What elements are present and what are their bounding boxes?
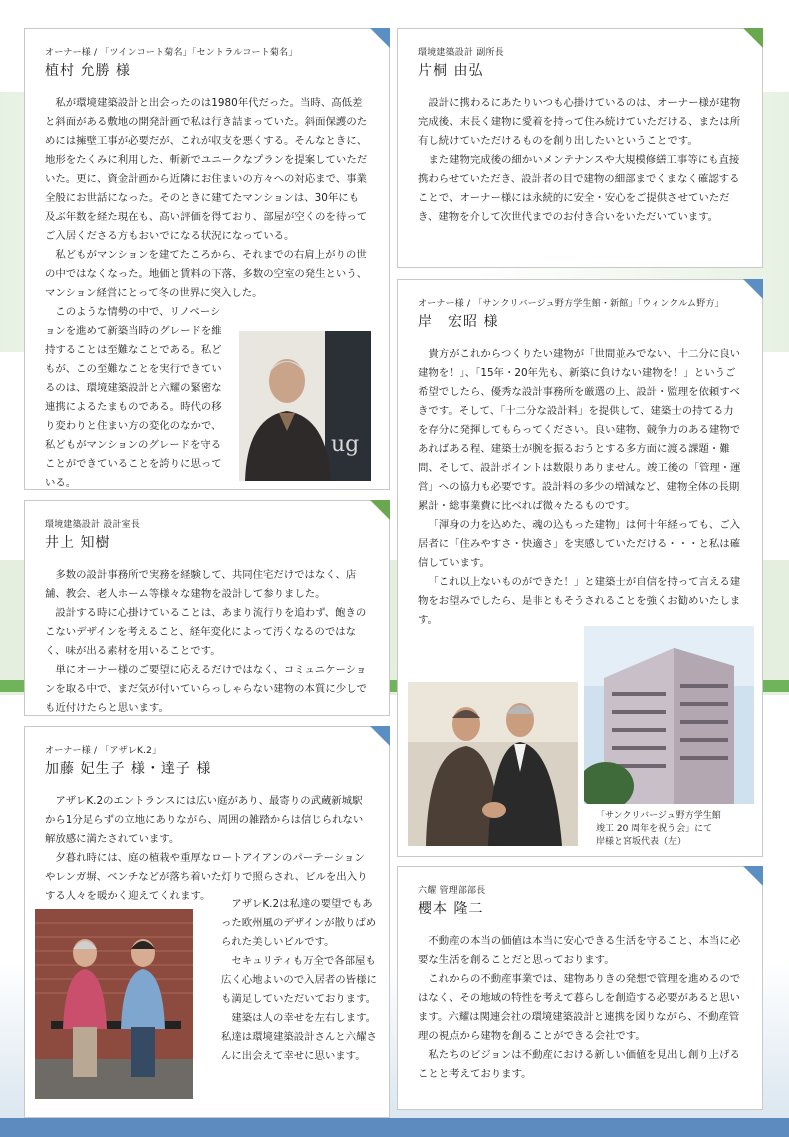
paragraph: また建物完成後の細かいメンテナンスや大規模修繕工事等にも直接携わらせていただき、設計者の目で建物の細部までくまなく確認することで、オーナー様には永続的に安全・安心をご提供させていただき、建物を介して次世代までのお付き合いをいただいています。	[418, 154, 740, 223]
svg-text:ug: ug	[331, 432, 360, 457]
paragraph: 設計する時に心掛けていることは、あまり流行りを追わず、飽きのこないデザインを考えること、経年変化によって汚くなるのではなく、味が出る素材を用いることです。	[45, 607, 367, 657]
portrait-photo-uemura	[239, 331, 371, 481]
testimonial-card-uemura	[24, 28, 390, 490]
paragraph: 「これ以上ないものができた！」と建築士が自信を持って言える建物をお望みでしたら、是非ともそうされることを強くお勧めいたします。	[418, 576, 741, 626]
card-role: 環境建築設計 副所長	[418, 48, 504, 58]
paragraph: セキュリティも万全で各部屋も広く心地よいので入居者の皆様にも満足していただいております。	[221, 955, 377, 1005]
card-name: 櫻本 隆二	[418, 901, 484, 917]
card-body	[45, 792, 369, 906]
testimonial-card-inoue	[24, 500, 390, 716]
corner-triangle	[370, 726, 390, 746]
paragraph: 建築は人の幸せを左右します。私達は環境建築設計さんと六耀さんに出会えて幸せに思います。	[221, 1012, 377, 1062]
card-role: 六耀 管理部部長	[418, 886, 486, 896]
corner-triangle	[370, 28, 390, 48]
card-role: 環境建築設計 設計室長	[45, 520, 141, 530]
card-role: オーナー様 / 「ツインコート菊名」「セントラルコート菊名」	[45, 48, 298, 58]
testimonial-card-kato	[24, 726, 390, 1118]
testimonial-card-kishi	[397, 279, 763, 857]
card-body	[45, 566, 369, 718]
photo-owners-bench	[35, 909, 193, 1099]
paragraph: アザレK.2のエントランスには広い庭があり、最寄りの武蔵新城駅から1分足らずの立地にありながら、周囲の雑踏からは信じられない解放感に満たされています。	[45, 795, 364, 845]
photo-celebration-handshake	[408, 682, 578, 846]
paragraph: 私たちのビジョンは不動産における新しい価値を見出し創り上げることと考えております。	[418, 1049, 740, 1080]
card-name: 井上 知樹	[45, 535, 111, 551]
card-body	[418, 345, 742, 630]
corner-triangle	[743, 279, 763, 299]
paragraph: 設計に携わるにあたりいつも心掛けているのは、オーナー様が建物完成後、末長く建物に愛着を持って住み続けていただける、または所有し続けていただけるものを創り出したいということです。	[418, 97, 741, 147]
card-role: オーナー様 / 「サンクリバージュ野方学生館・新館」「ウィンクルム野方」	[418, 299, 724, 309]
card-name: 片桐 由弘	[418, 63, 484, 79]
testimonial-card-sakuramoto	[397, 866, 763, 1110]
testimonial-card-katagiri	[397, 28, 763, 268]
paragraph: 私が環境建築設計と出会ったのは1980年代だった。当時、高低差と斜面がある敷地の開発計画で私は行き詰まっていた。斜面保護のためには擁壁工事が必要だが、これが収支を悪くする。そんなときに、地形をたくみに利用した、斬新でユニークなプランを提案していただいた。更に、資金計画から近隣にお住まいの方々への対応まで、事業全般にお世話になった。そのときに建てたマンションは、30年にも及ぶ年数を経た現在も、高い評価を得ており、部屋が空くのを待ってご入居くださる方もおいでになる状況になっている。	[45, 97, 368, 242]
paragraph: 貴方がこれからつくりたい建物が「世間並みでない、十二分に良い建物を！」、「15年・20年先も、新築に負けない建物を！」というご希望でしたら、優秀な設計事務所を厳選の上、設計・監理を依頼すべきです。そして、「十二分な設計料」を提供して、建築士の持てる力を存分に発揮してもらってください。良い建物、競争力のある建物であればある程、建築士が腕を振るおうとする多方面に渡る課題・難問、そして、設計ポイントは数限りありません。竣工後の「管理・運営」への協力も必要です。設計料の多少の増減など、建物全体の長期累計・総事業費に比べれば微々たるものです。	[418, 348, 741, 512]
paragraph: アザレK.2は私達の要望でもあった欧州風のデザインが散りばめられた美しいビルです。	[221, 898, 377, 948]
card-body	[418, 932, 742, 1084]
paragraph: このような情勢の中で、リノベーションを進めて新築当時のグレードを維持することは至難なことである。私どもが、この至難なことを実行できているのは、環境建築設計と六耀の緊密な連携によるたまものである。時代の移り変わりと住まい方の変化のなかで、私どもがマンションのグレードを守ることができていることを誇りに思っている。	[45, 306, 222, 489]
paragraph: 不動産の本当の価値は本当に安心できる生活を守ること、本当に必要な生活を創ることだと思っております。	[418, 935, 741, 966]
card-role: オーナー様 / 「アザレK.2」	[45, 746, 162, 756]
paragraph: 「渾身の力を込めた、魂の込もった建物」は何十年経っても、ご入居者に「住みやすさ・快適さ」を実感していただける・・・と私は確信しています。	[418, 519, 741, 569]
card-name: 加藤 妃生子 様・達子 様	[45, 761, 212, 777]
corner-triangle	[743, 28, 763, 48]
paragraph: 夕暮れ時には、庭の植栽や重厚なロートアイアンのパーテーションやレンガ塀、ベンチなどが落ち着いた灯りで照らされ、ビルを出入りする人々を暖かく迎えてくれます。	[45, 852, 368, 902]
card-name: 植村 允勝 様	[45, 63, 131, 79]
paragraph: 多数の設計事務所で実務を経験して、共同住宅だけではなく、店舗、教会、老人ホーム等様々な建物を設計して参りました。	[45, 569, 357, 600]
corner-triangle	[743, 866, 763, 886]
corner-triangle	[370, 500, 390, 520]
photo-caption	[596, 810, 721, 849]
bottom-strip	[0, 1118, 789, 1137]
card-side-body	[221, 895, 377, 1066]
photo-building-nogata	[584, 626, 754, 804]
paragraph: 単にオーナー様のご要望に応えるだけではなく、コミュニケーションを取る中で、まだ気が付いていらっしゃらない建物の本質に少しでも近付けたらと思います。	[45, 664, 367, 714]
caption-line: 岸様と宮坂代表（左）	[596, 837, 687, 847]
card-body	[418, 94, 742, 227]
paragraph: これからの不動産事業では、建物ありきの発想で管理を進めるのではなく、その地域の特性を考えて暮らしを創造する必要があると思います。六耀は関連会社の環境建築設計と連携を図りながら、不動産管理の視点から建物を創ることができる会社です。	[418, 973, 741, 1042]
card-name: 岸 宏昭 様	[418, 314, 499, 330]
paragraph: 私どもがマンションを建てたころから、それまでの右肩上がりの世の中ではなくなった。地価と賃料の下落、多数の空室の発生という、マンション経営にとって冬の世界に突入した。	[45, 249, 368, 299]
caption-line: 「サンクリバージュ野方学生館	[596, 811, 721, 821]
caption-line: 竣工 20 周年を祝う会」にて	[596, 824, 713, 834]
